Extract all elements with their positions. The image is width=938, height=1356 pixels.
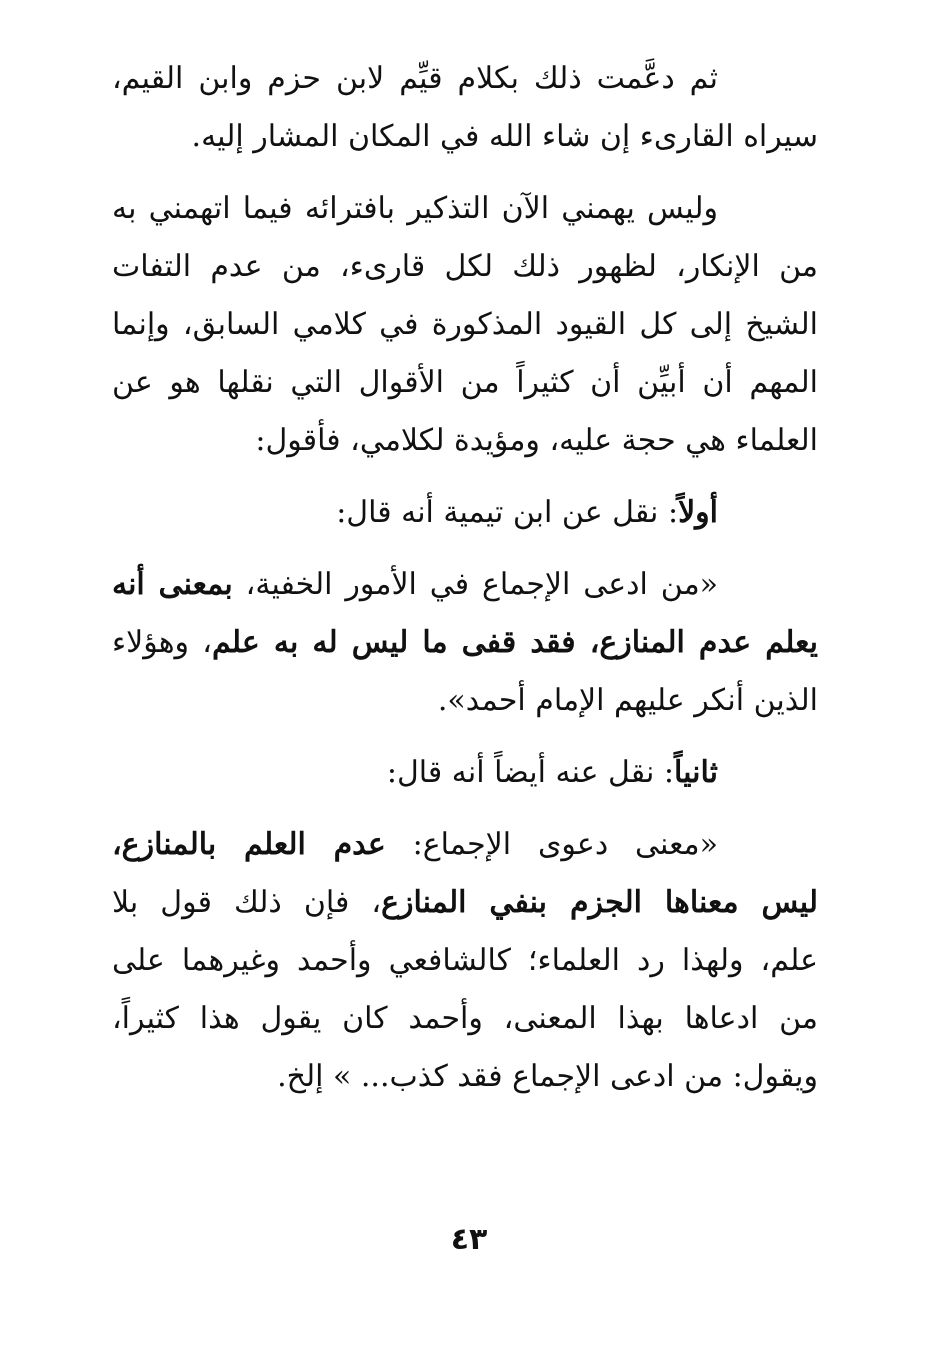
page-number: ٤٣ (450, 1222, 488, 1257)
text-run: «معنى دعوى الإجماع: (385, 827, 718, 862)
text-line: الشيخ إلى كل القيود المذكورة في كلامي السابق، وإنما (112, 307, 818, 342)
heading-text: : نقل عنه أيضاً أنه قال: (386, 755, 674, 790)
paragraph-gap (112, 166, 818, 180)
book-page-body (112, 50, 818, 1106)
text-line: وليس يهمني الآن التذكير بافترائه فيما اتهمني به (112, 191, 718, 226)
heading-text: : نقل عن ابن تيمية أنه قال: (336, 495, 679, 530)
text-run: ، وهؤلاء (112, 625, 212, 660)
text-line (112, 874, 818, 932)
heading-label: أولاً (678, 495, 718, 530)
paragraph (112, 556, 818, 730)
text-line: سيراه القارىء إن شاء الله في المكان المشار إليه. (191, 119, 818, 154)
text-line: من الإنكار، لظهور ذلك لكل قارىء، من عدم التفات (112, 249, 818, 284)
text-line: علم، ولهذا رد العلماء؛ كالشافعي وأحمد وغيرهما على (112, 943, 818, 978)
bold-text: ليس معناها الجزم بنفي المنازع (381, 885, 818, 920)
text-line (112, 614, 818, 672)
text-run: ، فإن ذلك قول بلا (112, 885, 382, 920)
text-line: ثم دعَّمت ذلك بكلام قيِّم لابن حزم وابن القيم، (112, 61, 718, 96)
text-run: «من ادعى الإجماع في الأمور الخفية، (232, 567, 719, 602)
bold-text: يعلم عدم المنازع، فقد قفى ما ليس له به علم (211, 625, 818, 660)
bold-text: عدم العلم بالمنازع، (112, 827, 386, 862)
bold-text: بمعنى أنه (112, 567, 233, 602)
text-line (112, 816, 818, 874)
paragraph (112, 50, 818, 166)
paragraph-gap (112, 730, 818, 744)
text-line (112, 556, 818, 614)
heading-line (112, 744, 818, 802)
paragraph-gap (112, 802, 818, 816)
paragraph (112, 816, 818, 1106)
text-line: المهم أن أبيِّن أن كثيراً من الأقوال التي نقلها هو عن (112, 365, 818, 400)
section-heading (112, 744, 818, 802)
paragraph-gap (112, 542, 818, 556)
section-heading (112, 484, 818, 542)
heading-label: ثانياً (673, 755, 718, 790)
paragraph (112, 180, 818, 470)
text-line: من ادعاها بهذا المعنى، وأحمد كان يقول هذا كثيراً، (112, 1001, 818, 1036)
paragraph-gap (112, 470, 818, 484)
text-line: الذين أنكر عليهم الإمام أحمد». (437, 683, 818, 718)
heading-line (112, 484, 818, 542)
text-line: ويقول: من ادعى الإجماع فقد كذب... » إلخ. (277, 1059, 818, 1094)
text-line: العلماء هي حجة عليه، ومؤيدة لكلامي، فأقول: (255, 423, 818, 458)
